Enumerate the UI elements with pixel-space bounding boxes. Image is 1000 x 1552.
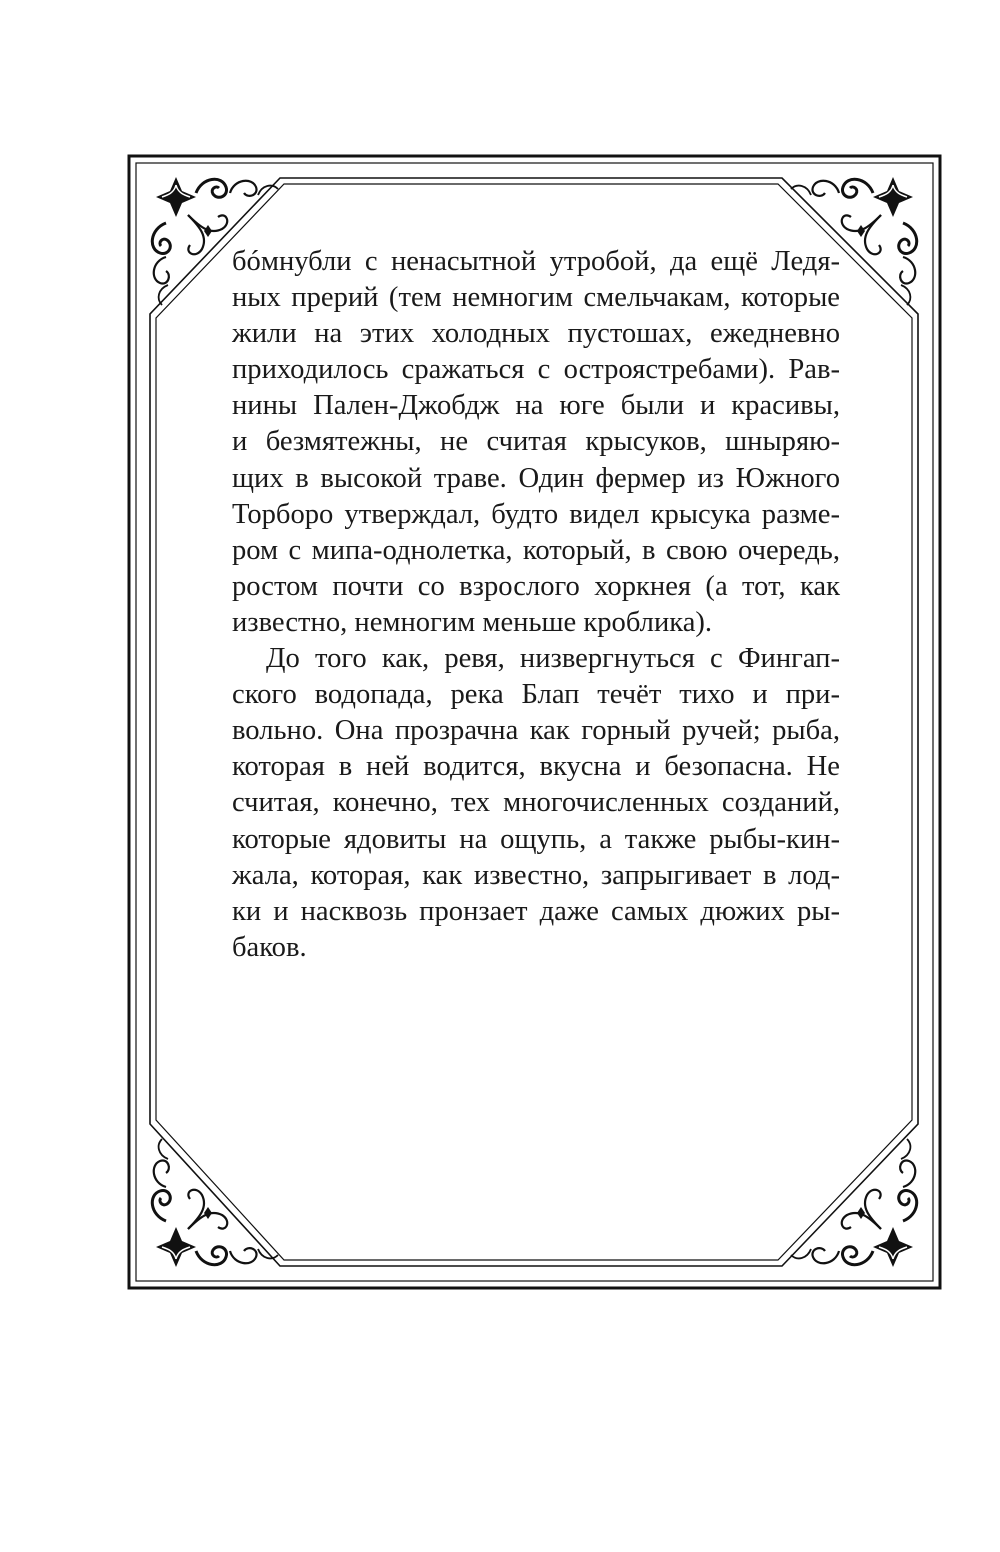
text-line: приходилось сражаться с остроястребами). Рав- [232,354,840,386]
text-line: бóмнубли с ненасытной утробой, да ещё Ледя- [232,246,840,277]
text-line: ки и насквозь пронзает даже самых дюжих ры- [232,895,840,927]
text-line: До того как, ревя, низвергнуться с Фингап- [266,643,840,675]
text-line: вольно. Она прозрачна как горный ручей; рыба, [232,715,840,747]
text-line: считая, конечно, тех многочисленных созданий, [232,787,840,819]
text-line: щих в высокой траве. Один фермер из Южного [232,462,840,494]
text-line: жили на этих холодных пустошах, ежедневно [232,318,840,350]
corner-ornament-bottom-left [152,1139,278,1267]
text-line: ром с мипа-однолетка, который, в свою очередь, [232,534,840,566]
text-line: ского водопада, река Блап течёт тихо и при- [232,679,840,711]
text-line: ростом почти со взрослого хоркнея (а тот, как [232,570,840,602]
paragraph-2 [232,641,840,966]
paragraph-1 [232,244,840,641]
text-line: жала, которая, как известно, запрыгивает в лод- [232,859,840,891]
text-line: Торборо утверждал, будто видел крысука разме- [232,498,840,530]
text-line: баков. [232,931,307,963]
text-line: известно, немногим меньше кроблика). [232,606,713,638]
corner-ornament-bottom-right [791,1139,917,1267]
text-line: и безмятежны, не считая крысуков, шныряю- [232,426,840,458]
text-line: которые ядовиты на ощупь, а также рыбы-кин- [232,823,840,855]
text-line: ных прерий (тем немногим смельчакам, которые [232,282,840,314]
body-text [232,244,840,966]
text-line: которая в ней водится, вкусна и безопасна. Не [232,751,840,783]
text-line: нины Пален-Джобдж на юге были и красивы, [232,390,840,422]
